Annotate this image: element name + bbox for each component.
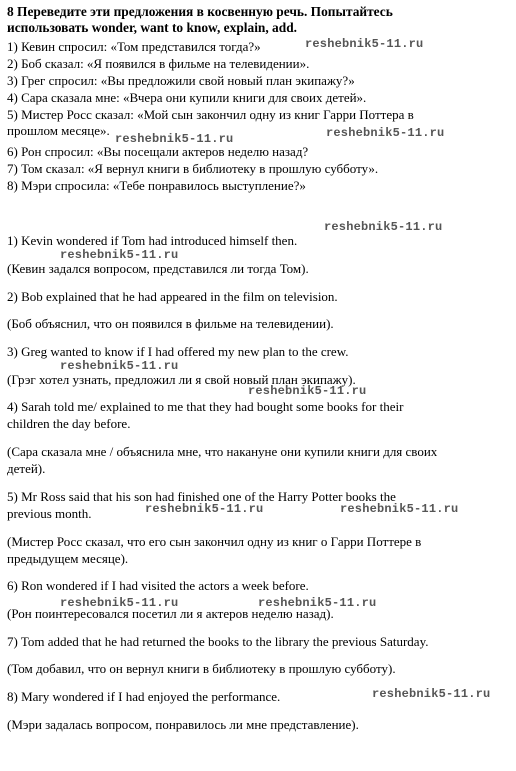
task-sentence-1: 1) Кевин спросил: «Том представился тогда?» [7,39,261,54]
answer-5-ru: (Мистер Росс сказал, что его сын закончил одну из книг о Гарри Поттере в [7,534,422,549]
watermark: reshebnik5-11.ru [324,220,443,234]
answer-2-en: 2) Bob explained that he had appeared in the film on television. [7,289,338,304]
answer-8-ru: (Мэри задалась вопросом, понравилось ли мне представление). [7,717,359,732]
answer-7-en: 7) Tom added that he had returned the books to the library the previous Saturday. [7,634,429,649]
task-title-line-1: 8 Переведите эти предложения в косвенную речь. Попытайтесь [7,4,393,19]
task-title-line-2: использовать wonder, want to know, explain, add. [7,20,297,35]
answer-3-ru: (Грэг хотел узнать, предложил ли я свой новый план экипажу). [7,372,356,387]
task-sentence-7: 7) Том сказал: «Я вернул книги в библиотеку в прошлую субботу». [7,161,379,176]
watermark: reshebnik5-11.ru [60,248,179,262]
answer-5-en: 5) Mr Ross said that his son had finished one of the Harry Potter books the [7,489,396,504]
answer-8-en: 8) Mary wondered if I had enjoyed the performance. [7,689,281,704]
watermark: reshebnik5-11.ru [340,502,459,516]
answer-3-en: 3) Greg wanted to know if I had offered my new plan to the crew. [7,344,349,359]
watermark: reshebnik5-11.ru [60,596,179,610]
answer-4-ru: (Сара сказала мне / объяснила мне, что накануне они купили книги для своих [7,444,438,459]
answer-6-ru: (Рон поинтересовался посетил ли я актеров неделю назад). [7,606,334,621]
answer-5-ru-cont: предыдущем месяце). [7,551,129,566]
task-title [7,4,507,36]
watermark: reshebnik5-11.ru [115,132,234,146]
task-sentence-5: 5) Мистер Росс сказал: «Мой сын закончил одну из книг Гарри Поттера в [7,107,414,122]
answer-1-ru: (Кевин задался вопросом, представился ли тогда Том). [7,261,309,276]
task-sentence-3: 3) Грег спросил: «Вы предложили свой новый план экипажу?» [7,73,355,88]
task-sentence-5-cont: прошлом месяце». [7,123,110,138]
task-sentence-6: 6) Рон спросил: «Вы посещали актеров неделю назад? [7,144,309,159]
watermark: reshebnik5-11.ru [248,384,367,398]
answer-4-en-cont: children the day before. [7,416,131,431]
watermark: reshebnik5-11.ru [326,126,445,140]
watermark: reshebnik5-11.ru [372,687,491,701]
watermark: reshebnik5-11.ru [145,502,264,516]
answer-7-ru: (Том добавил, что он вернул книги в библиотеку в прошлую субботу). [7,661,396,676]
watermark: reshebnik5-11.ru [305,37,424,51]
task-sentence-2: 2) Боб сказал: «Я появился в фильме на телевидении». [7,56,310,71]
task-sentence-8: 8) Мэри спросила: «Тебе понравилось выступление?» [7,178,306,193]
watermark: reshebnik5-11.ru [258,596,377,610]
task-sentence-4: 4) Сара сказала мне: «Вчера они купили книги для своих детей». [7,90,367,105]
answer-6-en: 6) Ron wondered if I had visited the actors a week before. [7,578,309,593]
answer-4-ru-cont: детей). [7,461,46,476]
watermark: reshebnik5-11.ru [60,359,179,373]
answer-2-ru: (Боб объяснил, что он появился в фильме на телевидении). [7,316,334,331]
answer-1-en: 1) Kevin wondered if Tom had introduced himself then. [7,233,298,248]
answer-5-en-cont: previous month. [7,506,92,521]
answer-4-en: 4) Sarah told me/ explained to me that they had bought some books for their [7,399,404,414]
